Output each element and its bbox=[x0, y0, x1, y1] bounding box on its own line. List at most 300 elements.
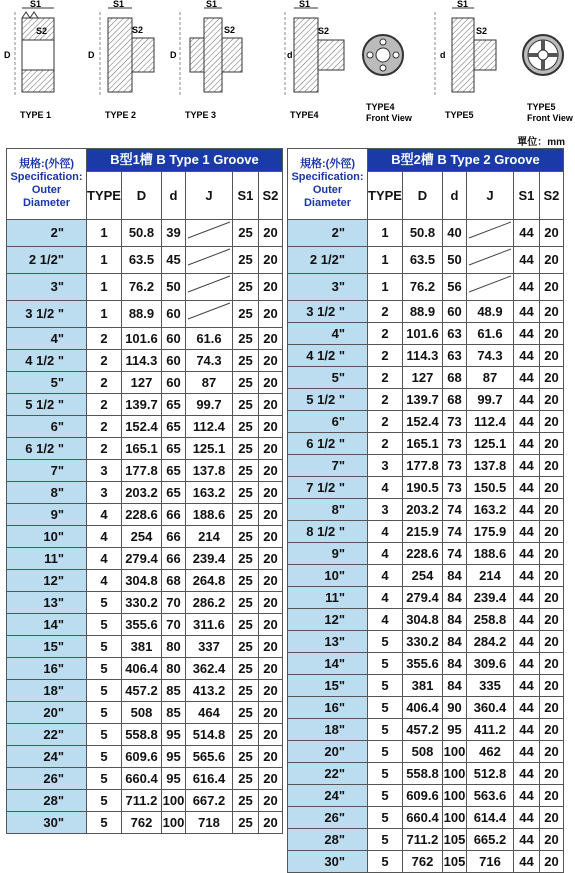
s2-cell: 20 bbox=[539, 499, 563, 521]
bore-cell: 84 bbox=[442, 565, 466, 587]
s1-cell: 25 bbox=[232, 768, 258, 790]
s1-cell: 44 bbox=[513, 675, 539, 697]
s1-cell: 44 bbox=[513, 521, 539, 543]
col-header-s1: S1 bbox=[513, 172, 539, 220]
type-cell: 4 bbox=[87, 548, 122, 570]
outer-diameter-cell: 558.8 bbox=[402, 763, 442, 785]
table-row bbox=[7, 504, 283, 526]
s1-cell: 25 bbox=[232, 247, 258, 274]
type4-diagram bbox=[285, 0, 344, 95]
table-row bbox=[288, 829, 564, 851]
outer-diameter-cell: 127 bbox=[121, 372, 161, 394]
type-cell: 2 bbox=[368, 411, 403, 433]
s2-cell: 20 bbox=[258, 724, 282, 746]
s1-cell: 44 bbox=[513, 301, 539, 323]
s1-cell: 25 bbox=[232, 724, 258, 746]
s1-cell: 44 bbox=[513, 697, 539, 719]
pulley-type-diagrams bbox=[0, 0, 575, 130]
s1-cell: 44 bbox=[513, 367, 539, 389]
table-row bbox=[288, 411, 564, 433]
type-cell: 5 bbox=[368, 851, 403, 873]
outer-diameter-cell: 76.2 bbox=[121, 274, 161, 301]
s2-cell: 20 bbox=[258, 790, 282, 812]
outer-diameter-cell: 457.2 bbox=[402, 719, 442, 741]
type-cell: 1 bbox=[87, 247, 122, 274]
outer-diameter-cell: 660.4 bbox=[121, 768, 161, 790]
outer-diameter-cell: 254 bbox=[121, 526, 161, 548]
type1-groove-table bbox=[6, 148, 283, 834]
s1-cell: 25 bbox=[232, 636, 258, 658]
outer-diameter-cell: 114.3 bbox=[121, 350, 161, 372]
empty-diagonal-mark bbox=[186, 247, 232, 267]
type2-groove-table bbox=[287, 148, 564, 873]
table-row bbox=[288, 697, 564, 719]
size-cell: 30" bbox=[288, 851, 368, 873]
bore-cell: 84 bbox=[442, 631, 466, 653]
bore-cell: 100 bbox=[161, 812, 185, 834]
type-cell: 1 bbox=[368, 247, 403, 274]
s1-cell: 44 bbox=[513, 274, 539, 301]
s1-cell: 44 bbox=[513, 807, 539, 829]
s1-cell: 25 bbox=[232, 526, 258, 548]
j-cell: 462 bbox=[466, 741, 513, 763]
j-cell: 112.4 bbox=[185, 416, 232, 438]
s1-cell: 44 bbox=[513, 631, 539, 653]
bore-cell: 63 bbox=[442, 345, 466, 367]
s1-cell: 25 bbox=[232, 416, 258, 438]
j-cell: 718 bbox=[185, 812, 232, 834]
j-cell: 150.5 bbox=[466, 477, 513, 499]
s1-cell: 25 bbox=[232, 220, 258, 247]
col-header-type: TYPE bbox=[87, 172, 122, 220]
col-header-d-bore: d bbox=[442, 172, 466, 220]
table-row bbox=[288, 741, 564, 763]
j-cell: 163.2 bbox=[466, 499, 513, 521]
table-row bbox=[288, 609, 564, 631]
s2-cell: 20 bbox=[258, 460, 282, 482]
table-row bbox=[7, 372, 283, 394]
size-cell: 4 1/2 " bbox=[288, 345, 368, 367]
s2-cell: 20 bbox=[258, 274, 282, 301]
s1-cell: 44 bbox=[513, 345, 539, 367]
j-cell: 716 bbox=[466, 851, 513, 873]
bore-cell: 95 bbox=[442, 719, 466, 741]
size-cell: 15" bbox=[288, 675, 368, 697]
j-cell: 335 bbox=[466, 675, 513, 697]
type-cell: 5 bbox=[368, 697, 403, 719]
outer-diameter-cell: 139.7 bbox=[402, 389, 442, 411]
s2-cell: 20 bbox=[258, 504, 282, 526]
type-cell: 4 bbox=[368, 543, 403, 565]
type-cell: 2 bbox=[368, 301, 403, 323]
bore-cell: 105 bbox=[442, 829, 466, 851]
size-cell: 18" bbox=[7, 680, 87, 702]
unit-label: 單位：mm bbox=[517, 137, 565, 148]
type-cell: 5 bbox=[368, 631, 403, 653]
type1-diagram bbox=[4, 0, 54, 95]
s2-cell: 20 bbox=[539, 763, 563, 785]
outer-diameter-cell: 215.9 bbox=[402, 521, 442, 543]
outer-diameter-cell: 304.8 bbox=[402, 609, 442, 631]
s1-cell: 44 bbox=[513, 389, 539, 411]
bore-cell: 80 bbox=[161, 658, 185, 680]
j-cell bbox=[466, 274, 513, 301]
size-cell: 6" bbox=[288, 411, 368, 433]
bore-cell: 84 bbox=[442, 587, 466, 609]
outer-diameter-cell: 330.2 bbox=[402, 631, 442, 653]
type5-s1-label: S1 bbox=[457, 0, 469, 9]
size-cell: 8" bbox=[7, 482, 87, 504]
type-cell: 1 bbox=[87, 220, 122, 247]
j-cell: 563.6 bbox=[466, 785, 513, 807]
size-cell: 4 1/2 " bbox=[7, 350, 87, 372]
size-cell: 14" bbox=[7, 614, 87, 636]
empty-diagonal-mark bbox=[467, 274, 513, 294]
type-cell: 5 bbox=[87, 680, 122, 702]
s2-cell: 20 bbox=[258, 394, 282, 416]
s1-cell: 44 bbox=[513, 220, 539, 247]
table-row bbox=[288, 851, 564, 873]
size-cell: 7 1/2 " bbox=[288, 477, 368, 499]
size-cell: 24" bbox=[7, 746, 87, 768]
j-cell: 264.8 bbox=[185, 570, 232, 592]
table-row bbox=[7, 658, 283, 680]
bore-cell: 100 bbox=[442, 763, 466, 785]
table-row bbox=[288, 763, 564, 785]
j-cell: 239.4 bbox=[466, 587, 513, 609]
j-cell: 74.3 bbox=[466, 345, 513, 367]
type5-front-sub-label: Front View bbox=[527, 113, 573, 123]
table-row bbox=[7, 768, 283, 790]
type-cell: 5 bbox=[368, 829, 403, 851]
s1-cell: 44 bbox=[513, 587, 539, 609]
size-cell: 5" bbox=[7, 372, 87, 394]
outer-diameter-cell: 190.5 bbox=[402, 477, 442, 499]
table-row bbox=[288, 543, 564, 565]
table-row bbox=[7, 680, 283, 702]
table-row bbox=[7, 482, 283, 504]
col-header-d-outer: D bbox=[121, 172, 161, 220]
table-row bbox=[7, 570, 283, 592]
bore-cell: 63 bbox=[442, 323, 466, 345]
s1-cell: 25 bbox=[232, 746, 258, 768]
table-row bbox=[288, 323, 564, 345]
table-row bbox=[288, 301, 564, 323]
table-row bbox=[288, 499, 564, 521]
table-row bbox=[288, 631, 564, 653]
col-header-s2: S2 bbox=[539, 172, 563, 220]
size-cell: 2 1/2" bbox=[288, 247, 368, 274]
s1-cell: 44 bbox=[513, 565, 539, 587]
s2-cell: 20 bbox=[258, 570, 282, 592]
type-cell: 2 bbox=[368, 367, 403, 389]
s1-cell: 44 bbox=[513, 323, 539, 345]
bore-cell: 60 bbox=[161, 372, 185, 394]
outer-diameter-cell: 88.9 bbox=[121, 301, 161, 328]
type-cell: 5 bbox=[368, 719, 403, 741]
size-cell: 4" bbox=[288, 323, 368, 345]
s2-cell: 20 bbox=[539, 455, 563, 477]
type-cell: 5 bbox=[87, 768, 122, 790]
table-row bbox=[7, 526, 283, 548]
type3-d-label: D bbox=[170, 50, 177, 60]
type-cell: 2 bbox=[87, 328, 122, 350]
table-row bbox=[288, 345, 564, 367]
spec-header-en2: Outer Diameter bbox=[22, 184, 71, 209]
outer-diameter-cell: 50.8 bbox=[121, 220, 161, 247]
j-cell: 125.1 bbox=[466, 433, 513, 455]
outer-diameter-cell: 355.6 bbox=[402, 653, 442, 675]
s2-cell: 20 bbox=[258, 301, 282, 328]
outer-diameter-cell: 381 bbox=[121, 636, 161, 658]
table-row bbox=[288, 521, 564, 543]
outer-diameter-cell: 50.8 bbox=[402, 220, 442, 247]
table-row bbox=[7, 274, 283, 301]
j-cell: 137.8 bbox=[185, 460, 232, 482]
j-cell: 464 bbox=[185, 702, 232, 724]
bore-cell: 56 bbox=[442, 274, 466, 301]
size-cell: 16" bbox=[288, 697, 368, 719]
type3-s2-label: S2 bbox=[224, 25, 236, 35]
s2-cell: 20 bbox=[258, 548, 282, 570]
spec-header-zh: 規格:(外徑) bbox=[19, 158, 74, 170]
size-cell: 24" bbox=[288, 785, 368, 807]
j-cell bbox=[185, 274, 232, 301]
s1-cell: 44 bbox=[513, 741, 539, 763]
j-cell bbox=[185, 247, 232, 274]
type-cell: 3 bbox=[87, 460, 122, 482]
s1-cell: 25 bbox=[232, 460, 258, 482]
type-cell: 1 bbox=[87, 274, 122, 301]
j-cell: 616.4 bbox=[185, 768, 232, 790]
s2-cell: 20 bbox=[258, 438, 282, 460]
outer-diameter-cell: 558.8 bbox=[121, 724, 161, 746]
outer-diameter-cell: 165.1 bbox=[402, 433, 442, 455]
outer-diameter-cell: 101.6 bbox=[121, 328, 161, 350]
table-row bbox=[7, 746, 283, 768]
j-cell: 284.2 bbox=[466, 631, 513, 653]
s2-cell: 20 bbox=[539, 247, 563, 274]
j-cell: 74.3 bbox=[185, 350, 232, 372]
type-cell: 5 bbox=[368, 675, 403, 697]
type-cell: 4 bbox=[368, 477, 403, 499]
bore-cell: 65 bbox=[161, 460, 185, 482]
table-title: B型1槽 B Type 1 Groove bbox=[87, 149, 283, 172]
spec-header-cell bbox=[7, 149, 87, 220]
outer-diameter-cell: 114.3 bbox=[402, 345, 442, 367]
type-cell: 5 bbox=[87, 636, 122, 658]
type-cell: 5 bbox=[87, 724, 122, 746]
bore-cell: 84 bbox=[442, 675, 466, 697]
bore-cell: 60 bbox=[161, 350, 185, 372]
outer-diameter-cell: 508 bbox=[121, 702, 161, 724]
type-cell: 2 bbox=[368, 433, 403, 455]
s2-cell: 20 bbox=[258, 482, 282, 504]
s2-cell: 20 bbox=[539, 220, 563, 247]
outer-diameter-cell: 63.5 bbox=[121, 247, 161, 274]
type-cell: 2 bbox=[87, 416, 122, 438]
j-cell: 311.6 bbox=[185, 614, 232, 636]
s2-cell: 20 bbox=[539, 741, 563, 763]
bore-cell: 65 bbox=[161, 482, 185, 504]
table-row bbox=[288, 807, 564, 829]
s2-cell: 20 bbox=[539, 785, 563, 807]
j-cell: 125.1 bbox=[185, 438, 232, 460]
j-cell: 61.6 bbox=[185, 328, 232, 350]
size-cell: 13" bbox=[7, 592, 87, 614]
s2-cell: 20 bbox=[539, 719, 563, 741]
bore-cell: 105 bbox=[442, 851, 466, 873]
s2-cell: 20 bbox=[539, 851, 563, 873]
j-cell: 258.8 bbox=[466, 609, 513, 631]
j-cell bbox=[466, 220, 513, 247]
spec-header-en1: Specification: bbox=[291, 171, 364, 183]
empty-diagonal-mark bbox=[186, 220, 232, 240]
bore-cell: 100 bbox=[161, 790, 185, 812]
outer-diameter-cell: 406.4 bbox=[402, 697, 442, 719]
col-header-j: J bbox=[466, 172, 513, 220]
outer-diameter-cell: 406.4 bbox=[121, 658, 161, 680]
outer-diameter-cell: 355.6 bbox=[121, 614, 161, 636]
s2-cell: 20 bbox=[258, 592, 282, 614]
s2-cell: 20 bbox=[539, 565, 563, 587]
j-cell: 112.4 bbox=[466, 411, 513, 433]
size-cell: 8" bbox=[288, 499, 368, 521]
type2-label: TYPE 2 bbox=[105, 110, 137, 120]
type-cell: 5 bbox=[87, 790, 122, 812]
s2-cell: 20 bbox=[539, 301, 563, 323]
table-row bbox=[288, 274, 564, 301]
s2-cell: 20 bbox=[539, 433, 563, 455]
type2-s2-label: S2 bbox=[132, 25, 144, 35]
outer-diameter-cell: 203.2 bbox=[402, 499, 442, 521]
table-row bbox=[288, 433, 564, 455]
type-cell: 2 bbox=[368, 389, 403, 411]
type1-s1-label: S1 bbox=[30, 0, 42, 9]
type-cell: 5 bbox=[87, 614, 122, 636]
type4-front-label: TYPE4 bbox=[366, 102, 395, 112]
outer-diameter-cell: 165.1 bbox=[121, 438, 161, 460]
bore-cell: 68 bbox=[442, 389, 466, 411]
j-cell: 163.2 bbox=[185, 482, 232, 504]
table-row bbox=[288, 675, 564, 697]
spec-header-cell bbox=[288, 149, 368, 220]
s1-cell: 25 bbox=[232, 482, 258, 504]
bore-cell: 95 bbox=[161, 768, 185, 790]
outer-diameter-cell: 279.4 bbox=[121, 548, 161, 570]
type-cell: 4 bbox=[368, 609, 403, 631]
j-cell: 214 bbox=[466, 565, 513, 587]
j-cell: 512.8 bbox=[466, 763, 513, 785]
s2-cell: 20 bbox=[258, 526, 282, 548]
bore-cell: 74 bbox=[442, 521, 466, 543]
type3-s1-label: S1 bbox=[206, 0, 218, 9]
col-header-s1: S1 bbox=[232, 172, 258, 220]
table-row bbox=[7, 460, 283, 482]
outer-diameter-cell: 88.9 bbox=[402, 301, 442, 323]
j-cell: 214 bbox=[185, 526, 232, 548]
bore-cell: 65 bbox=[161, 416, 185, 438]
outer-diameter-cell: 152.4 bbox=[402, 411, 442, 433]
size-cell: 6 1/2 " bbox=[7, 438, 87, 460]
outer-diameter-cell: 139.7 bbox=[121, 394, 161, 416]
s1-cell: 25 bbox=[232, 274, 258, 301]
size-cell: 6" bbox=[7, 416, 87, 438]
outer-diameter-cell: 228.6 bbox=[121, 504, 161, 526]
size-cell: 10" bbox=[7, 526, 87, 548]
size-cell: 9" bbox=[288, 543, 368, 565]
type-cell: 5 bbox=[87, 812, 122, 834]
table-row bbox=[288, 247, 564, 274]
s2-cell: 20 bbox=[258, 247, 282, 274]
s2-cell: 20 bbox=[539, 521, 563, 543]
s2-cell: 20 bbox=[539, 477, 563, 499]
type4-s2-label: S2 bbox=[318, 26, 330, 36]
s2-cell: 20 bbox=[539, 587, 563, 609]
j-cell: 411.2 bbox=[466, 719, 513, 741]
type4-front-sub-label: Front View bbox=[366, 113, 412, 123]
type-cell: 3 bbox=[368, 455, 403, 477]
bore-cell: 90 bbox=[442, 697, 466, 719]
outer-diameter-cell: 609.6 bbox=[402, 785, 442, 807]
type-cell: 2 bbox=[87, 350, 122, 372]
s2-cell: 20 bbox=[539, 543, 563, 565]
size-cell: 10" bbox=[288, 565, 368, 587]
size-cell: 22" bbox=[7, 724, 87, 746]
j-cell: 362.4 bbox=[185, 658, 232, 680]
j-cell: 87 bbox=[466, 367, 513, 389]
s1-cell: 44 bbox=[513, 609, 539, 631]
bore-cell: 84 bbox=[442, 609, 466, 631]
bore-cell: 60 bbox=[161, 301, 185, 328]
j-cell: 87 bbox=[185, 372, 232, 394]
table-row bbox=[288, 587, 564, 609]
size-cell: 13" bbox=[288, 631, 368, 653]
s2-cell: 20 bbox=[539, 631, 563, 653]
bore-cell: 68 bbox=[442, 367, 466, 389]
j-cell: 413.2 bbox=[185, 680, 232, 702]
type-cell: 4 bbox=[368, 565, 403, 587]
type1-d-label: D bbox=[4, 50, 11, 60]
type4-s1-label: S1 bbox=[299, 0, 311, 9]
outer-diameter-cell: 304.8 bbox=[121, 570, 161, 592]
s2-cell: 20 bbox=[539, 653, 563, 675]
j-cell: 309.6 bbox=[466, 653, 513, 675]
type4-front-view-diagram bbox=[363, 35, 403, 75]
outer-diameter-cell: 660.4 bbox=[402, 807, 442, 829]
size-cell: 22" bbox=[288, 763, 368, 785]
table-row bbox=[7, 724, 283, 746]
bore-cell: 95 bbox=[161, 746, 185, 768]
s2-cell: 20 bbox=[539, 697, 563, 719]
size-cell: 20" bbox=[7, 702, 87, 724]
outer-diameter-cell: 381 bbox=[402, 675, 442, 697]
bore-cell: 73 bbox=[442, 477, 466, 499]
size-cell: 28" bbox=[288, 829, 368, 851]
s1-cell: 44 bbox=[513, 455, 539, 477]
table-row bbox=[7, 220, 283, 247]
table-title: B型2槽 B Type 2 Groove bbox=[368, 149, 564, 172]
type4-label: TYPE4 bbox=[290, 110, 319, 120]
empty-diagonal-mark bbox=[186, 301, 232, 321]
s1-cell: 44 bbox=[513, 785, 539, 807]
bore-cell: 100 bbox=[442, 807, 466, 829]
j-cell: 99.7 bbox=[466, 389, 513, 411]
table-row bbox=[7, 812, 283, 834]
s2-cell: 20 bbox=[539, 389, 563, 411]
type1-s2-label: S2 bbox=[36, 26, 48, 36]
outer-diameter-cell: 711.2 bbox=[121, 790, 161, 812]
